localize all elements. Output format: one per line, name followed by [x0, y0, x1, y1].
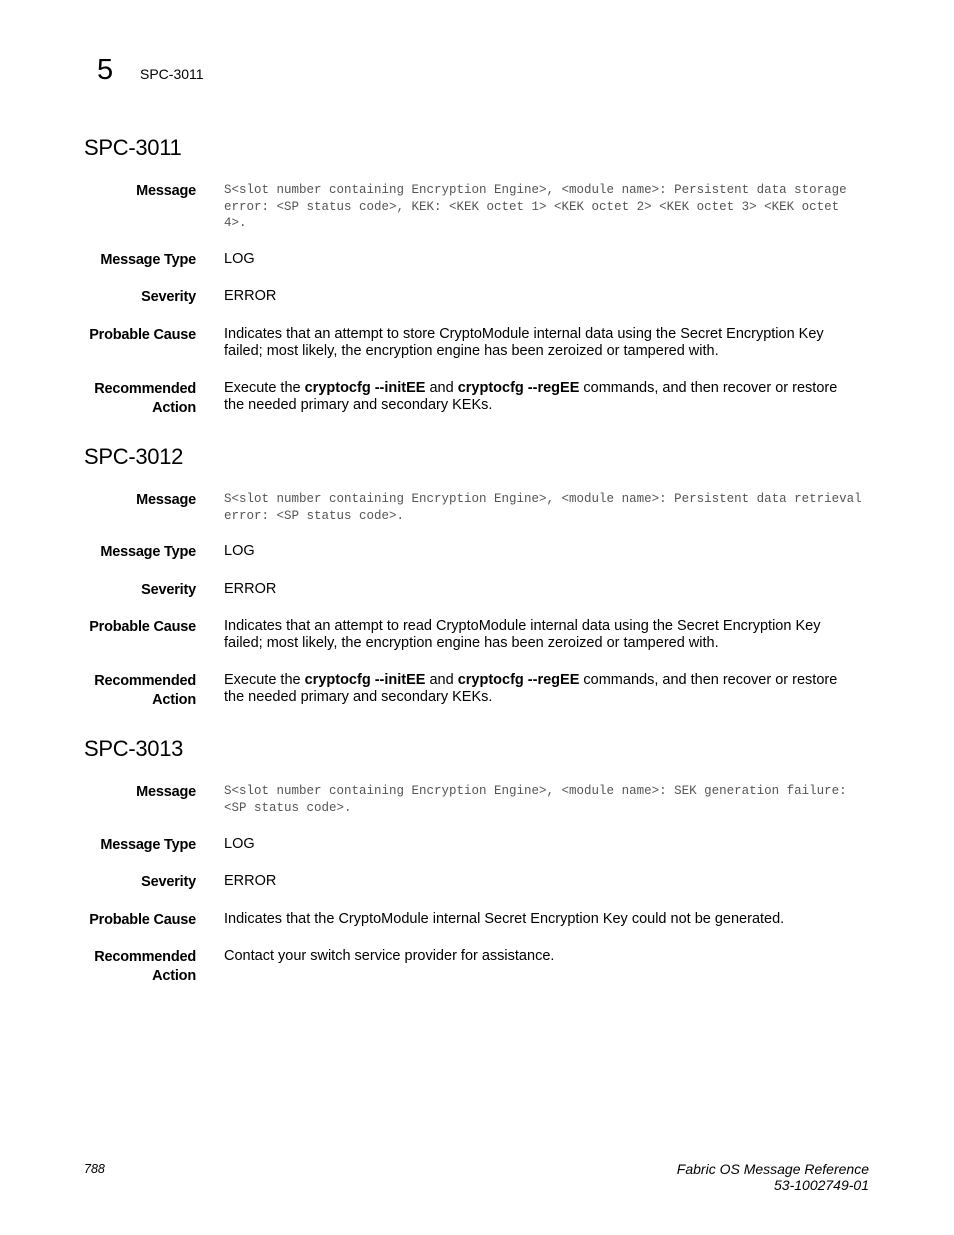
message-type-value: LOG	[224, 543, 255, 559]
section-title: SPC-3011	[84, 135, 182, 160]
probable-cause-text: Indicates that an attempt to read CryptoModule internal data using the Secret Encryption Key failed; most likely, the encryption engine has been zeroized or tampered with.	[224, 618, 821, 651]
message-type-label: Message Type	[100, 252, 196, 268]
severity-value: ERROR	[224, 288, 277, 304]
message-label: Message	[136, 784, 196, 800]
message-label: Message	[136, 492, 196, 508]
recommended-action-text: Contact your switch service provider for assistance.	[224, 948, 555, 964]
message-text: S<slot number containing Encryption Engine>, <module name>: Persistent data storage error: <SP status code>, KEK: <KEK octet 1> <KEK octet 2> <KEK octet 3> <KEK octet 4>.	[224, 183, 847, 230]
severity-label: Severity	[141, 289, 196, 305]
chapter-number: 5	[97, 54, 114, 86]
message-type-label: Message Type	[100, 837, 196, 853]
command-regee: cryptocfg --regEE	[457, 380, 580, 396]
message-type-value: LOG	[224, 836, 255, 852]
recommended-action-text: Execute the cryptocfg --initEE and cryptocfg --regEE commands, and then recover or restore the needed primary and secondary KEKs.	[224, 672, 838, 705]
recommended-action-label: Recommended Action	[94, 381, 196, 416]
severity-value: ERROR	[224, 873, 277, 889]
message-text: S<slot number containing Encryption Engine>, <module name>: Persistent data retrieval error: <SP status code>.	[224, 492, 862, 523]
command-initee: cryptocfg --initEE	[304, 380, 426, 396]
severity-label: Severity	[141, 874, 196, 890]
doc-number: 53-1002749-01	[774, 1177, 869, 1193]
footer-doc-info	[677, 1161, 869, 1193]
message-type-value: LOG	[224, 251, 255, 267]
recommended-action-label: Recommended Action	[94, 949, 196, 984]
probable-cause-text: Indicates that the CryptoModule internal Secret Encryption Key could not be generated.	[224, 911, 785, 927]
section-title: SPC-3012	[84, 444, 184, 469]
message-label: Message	[136, 183, 196, 199]
probable-cause-label: Probable Cause	[89, 327, 196, 343]
section-title: SPC-3013	[84, 736, 184, 761]
message-text: S<slot number containing Encryption Engine>, <module name>: SEK generation failure: <SP status code>.	[224, 784, 847, 815]
severity-value: ERROR	[224, 581, 277, 597]
probable-cause-label: Probable Cause	[89, 912, 196, 928]
severity-label: Severity	[141, 582, 196, 598]
command-initee: cryptocfg --initEE	[304, 672, 426, 688]
command-regee: cryptocfg --regEE	[457, 672, 580, 688]
page-number: 788	[84, 1162, 105, 1176]
recommended-action-text: Execute the cryptocfg --initEE and cryptocfg --regEE commands, and then recover or restore the needed primary and secondary KEKs.	[224, 380, 838, 413]
recommended-action-label: Recommended Action	[94, 673, 196, 708]
message-type-label: Message Type	[100, 544, 196, 560]
probable-cause-text: Indicates that an attempt to store CryptoModule internal data using the Secret Encryption Key failed; most likely, the encryption engine has been zeroized or tampered with.	[224, 326, 824, 359]
running-title: SPC-3011	[140, 66, 204, 82]
probable-cause-label: Probable Cause	[89, 619, 196, 635]
doc-title: Fabric OS Message Reference	[676, 1161, 869, 1177]
